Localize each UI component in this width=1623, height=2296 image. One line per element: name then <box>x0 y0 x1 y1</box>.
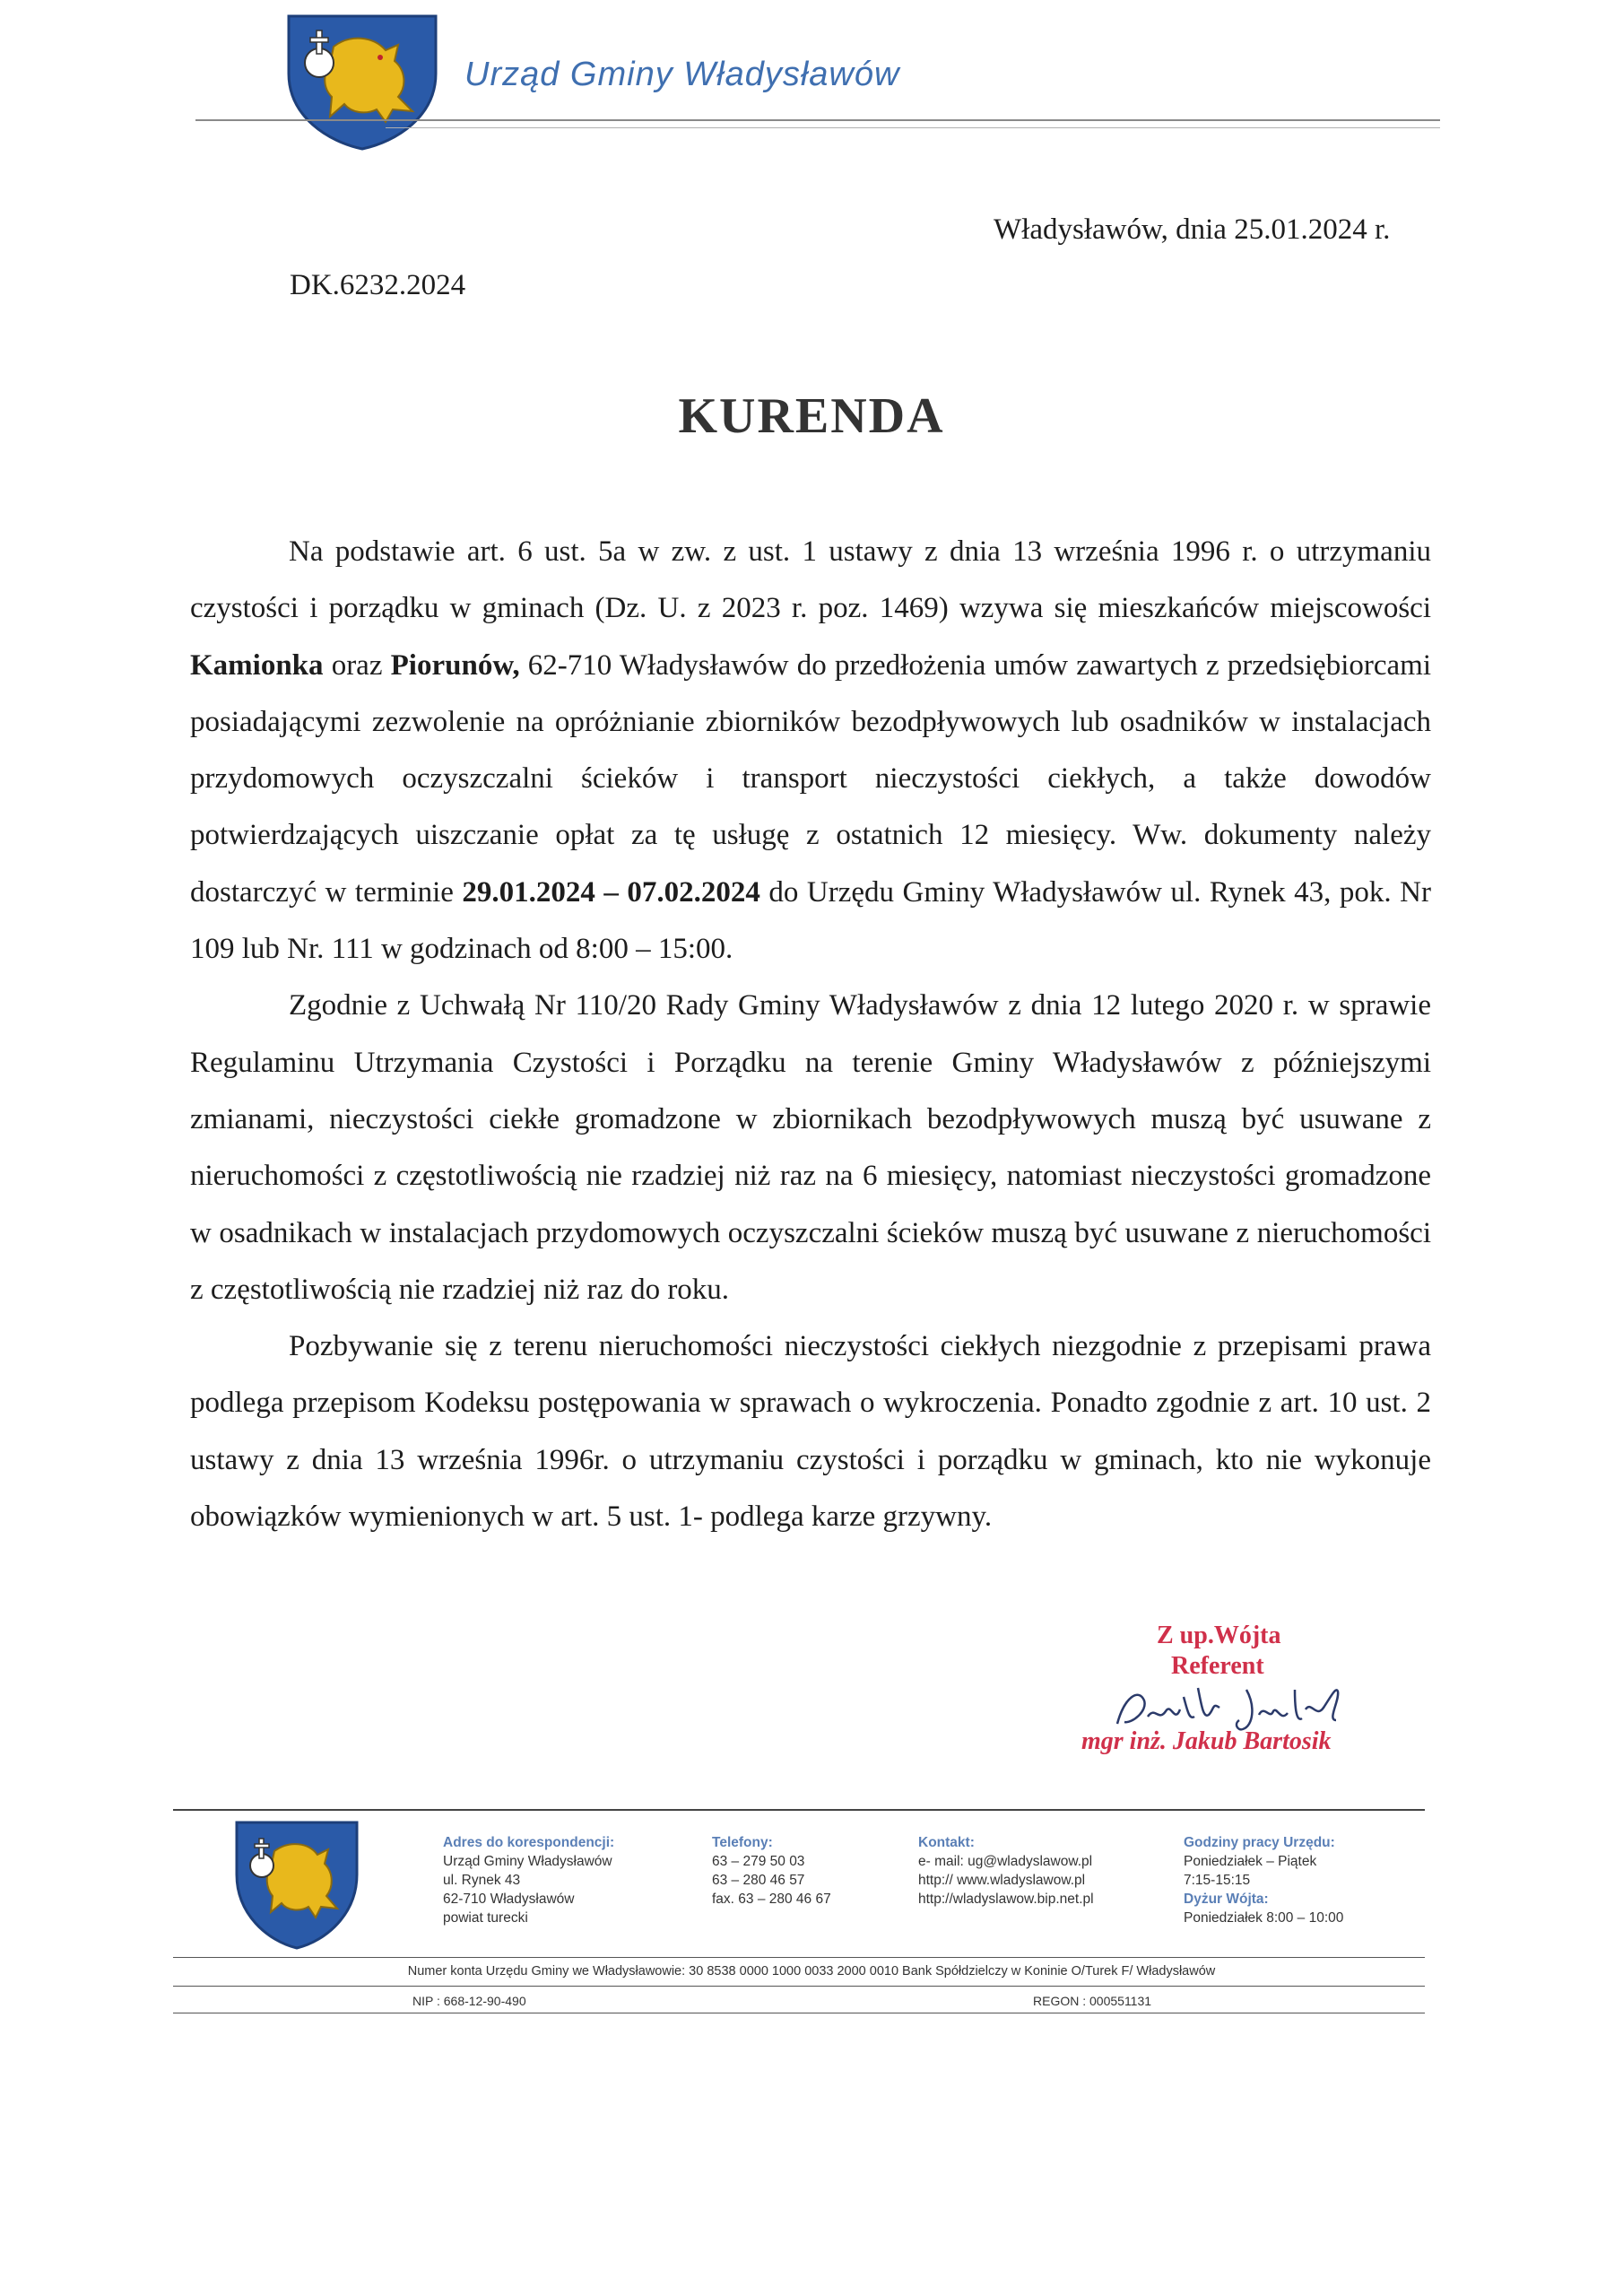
footer-bip-link[interactable]: http://wladyslawow.bip.net.pl <box>918 1892 1094 1907</box>
footer-email[interactable]: e- mail: ug@wladyslawow.pl <box>918 1854 1093 1869</box>
footer-phones <box>712 1833 831 1909</box>
footer-divider <box>173 1957 1425 1958</box>
body-paragraph <box>190 978 1431 1318</box>
municipality-crest-logo <box>280 11 445 151</box>
footer-contact-heading: Kontakt: <box>918 1835 975 1850</box>
footer-hours <box>1184 1833 1343 1927</box>
footer-phones-heading: Telefony: <box>712 1835 773 1850</box>
footer-hours-line: Poniedziałek – Piątek <box>1184 1854 1317 1869</box>
footer-phone-line: 63 – 279 50 03 <box>712 1854 805 1869</box>
footer-divider <box>173 1809 1425 1811</box>
place-date: Władysławów, dnia 25.01.2024 r. <box>994 213 1391 246</box>
footer-website-link[interactable]: http:// www.wladyslawow.pl <box>918 1873 1086 1888</box>
header-divider-thin <box>386 127 1440 128</box>
footer-crest-logo <box>231 1819 362 1952</box>
body-text <box>190 524 1431 1545</box>
bold-text-segment: 29.01.2024 – 07.02.2024 <box>462 875 760 909</box>
document-title: KURENDA <box>678 388 945 444</box>
header-divider <box>195 119 1440 121</box>
bold-text-segment: Kamionka <box>190 648 324 682</box>
signatory-name: mgr inż. Jakub Bartosik <box>1081 1727 1332 1755</box>
footer-address-line: powiat turecki <box>443 1910 528 1926</box>
footer-address-heading: Adres do korespondencji: <box>443 1835 615 1850</box>
text-segment: Pozbywanie się z terenu nieruchomości nieczystości ciekłych niezgodnie z przepisami prawa podlega przepisom Kodeksu postępowania w sprawach o wykroczenia. Ponadto zgodnie z art. 10 ust. 2 ustawy z dnia 13 września 1996r. o utrzymaniu czystości i porządku w gminach, kto nie wykonuje obowiązków wymienionych w art. 5 ust. 1- podlega karze grzywny. <box>190 1330 1431 1534</box>
footer-duty-heading: Dyżur Wójta: <box>1184 1892 1269 1907</box>
text-segment: 62-710 Władysławów do przedłożenia umów zawartych z przedsiębiorcami posiadającymi zezwolenie na opróżnianie zbiorników bezodpływowych lub osadników w instalacjach przydomowych oczyszczalni ścieków i transport nieczystości ciekłych, a także dowodów potwierdzających uiszczanie opłat za tę usługę z ostatnich 12 miesięcy. Ww. dokumenty należy dostarczyć w terminie <box>190 648 1431 909</box>
footer-contact <box>918 1833 1094 1909</box>
footer-address <box>443 1833 614 1927</box>
text-segment: Na podstawie art. 6 ust. 5a w zw. z ust. 1 ustawy z dnia 13 września 1996 r. o utrzymaniu czystości i porządku w gminach (Dz. U. z 2023 r. poz. 1469) wzywa się mieszkańców miejscowości <box>190 535 1431 625</box>
nip-number: NIP : 668-12-90-490 <box>412 1994 526 2008</box>
footer-phone-line: 63 – 280 46 57 <box>712 1873 805 1888</box>
text-segment: oraz <box>323 648 391 682</box>
body-paragraph <box>190 524 1431 978</box>
footer-hours-heading: Godziny pracy Urzędu: <box>1184 1835 1335 1850</box>
footer-address-line: Urząd Gminy Władysławów <box>443 1854 612 1869</box>
text-segment: Zgodnie z Uchwałą Nr 110/20 Rady Gminy Władysławów z dnia 12 lutego 2020 r. w sprawie Regulaminu Utrzymania Czystości i Porządku na terenie Gminy Władysławów z późniejszymi zmianami, nieczystości ciekłe gromadzone w zbiornikach bezodpływowych muszą być usuwane z nieruchomości z częstotliwością nie rzadziej niż raz na 6 miesięcy, natomiast nieczystości gromadzone w osadnikach w instalacjach przydomowych oczyszczalni ścieków muszą być usuwane z nieruchomości z częstotliwością nie rzadziej niż raz do roku. <box>190 989 1431 1306</box>
reference-number: DK.6232.2024 <box>290 269 466 301</box>
footer-divider <box>173 1986 1425 1987</box>
signature-position: Referent <box>1171 1652 1264 1680</box>
bank-account-line: Numer konta Urzędu Gminy we Władysławowie: 30 8538 0000 1000 0033 2000 0010 Bank Spółdzielczy w Koninie O/Turek F/ Władysławów <box>407 1964 1216 1979</box>
body-paragraph <box>190 1318 1431 1545</box>
regon-number: REGON : 000551131 <box>1033 1994 1152 2008</box>
office-name: Urząd Gminy Władysławów <box>464 56 900 93</box>
text-segment: do Urzędu Gminy Władysławów ul. Rynek 43, pok. Nr 109 lub Nr. 111 w godzinach od 8:00 – 15:00. <box>190 875 1431 966</box>
footer-hours-line: 7:15-15:15 <box>1184 1873 1251 1888</box>
footer-phone-line: fax. 63 – 280 46 67 <box>712 1892 831 1907</box>
bold-text-segment: Piorunów, <box>390 648 520 682</box>
footer-duty-line: Poniedziałek 8:00 – 10:00 <box>1184 1910 1344 1926</box>
footer-address-line: 62-710 Władysławów <box>443 1892 575 1907</box>
footer-address-line: ul. Rynek 43 <box>443 1873 521 1888</box>
signature-authority: Z up.Wójta <box>1157 1622 1281 1649</box>
